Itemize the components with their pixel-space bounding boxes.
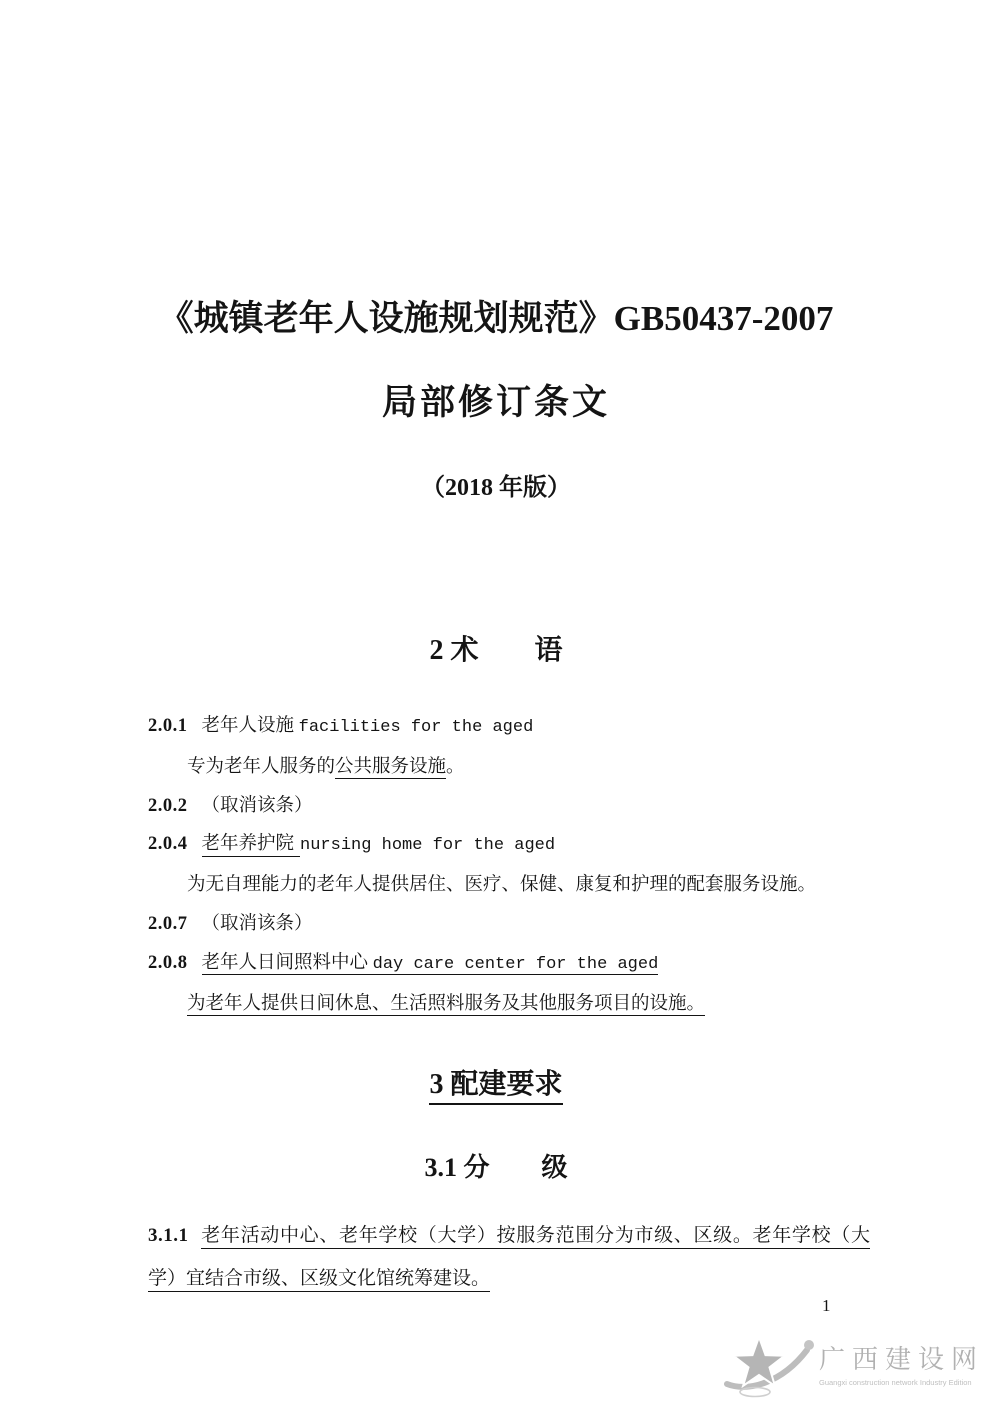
term-number: 2.0.2 [148, 795, 188, 816]
term-note: （取消该条） [201, 913, 313, 934]
term-title-cn: 老年人设施 [201, 716, 295, 736]
watermark-site-subtitle: Guangxi construction network Industry Edition [818, 1378, 972, 1387]
definition-underlined: 公共服务设施 [335, 757, 446, 780]
document-title-line1: 《城镇老年人设施规划规范》GB50437-2007 [158, 299, 834, 338]
term-title-cn: 老年养护院 [202, 834, 301, 857]
definition-suffix: 。 [446, 756, 465, 777]
term-note: （取消该条） [201, 795, 313, 816]
edition-label: （2018 年版） [421, 475, 571, 501]
chapter3-heading [0, 1062, 992, 1102]
term-2-0-1-definition [148, 748, 874, 787]
term-number: 2.0.1 [148, 716, 188, 736]
term-number: 2.0.4 [148, 834, 188, 855]
term-number: 2.0.8 [148, 952, 188, 973]
definition-underlined: 为老年人提供日间休息、生活照料服务及其他服务项目的设施。 [187, 994, 705, 1017]
term-title-underlined [202, 953, 659, 976]
clause-text-underlined: 老年活动中心、老年学校（大学）按服务范围分为市级、区级。老年学校（大学）宜结合市级、区级文化馆统筹建设。 [148, 1225, 870, 1292]
definition-text: 为无自理能力的老年人提供居住、医疗、保健、康复和护理的配套服务设施。 [187, 875, 817, 896]
term-title-en: nursing home for the aged [300, 836, 556, 856]
term-number: 2.0.7 [148, 913, 188, 934]
term-title-en: facilities for the aged [298, 718, 534, 737]
term-2-0-4 [148, 825, 874, 866]
term-2-0-2 [148, 787, 874, 826]
watermark [721, 1334, 984, 1400]
term-2-0-7 [148, 905, 874, 944]
section-3-1-heading: 3.1 分 级 [424, 1153, 568, 1182]
clause-number: 3.1.1 [148, 1225, 189, 1246]
watermark-text [819, 1334, 984, 1387]
term-title-en: day care center for the aged [372, 954, 659, 974]
orbit-ball [804, 1340, 814, 1350]
terms-list [148, 707, 874, 1023]
document-title-line2: 局部修订条文 [381, 383, 610, 422]
chapter3-heading-text: 3 配建要求 [429, 1069, 562, 1105]
watermark-site-name: 广西建设网 [818, 1345, 984, 1374]
term-title-cn: 老年人日间照料中心 [201, 952, 369, 973]
star-swoosh-logo-icon [721, 1334, 817, 1400]
term-2-0-8 [148, 944, 874, 985]
term-2-0-4-definition [148, 866, 874, 905]
chapter2-heading: 2 术 语 [429, 635, 563, 666]
page-number: 1 [822, 1296, 831, 1315]
definition-prefix: 专为老年人服务的 [187, 756, 336, 777]
term-2-0-1 [148, 707, 874, 748]
term-2-0-8-definition [148, 985, 874, 1024]
clause-3-1-1 [148, 1215, 870, 1300]
